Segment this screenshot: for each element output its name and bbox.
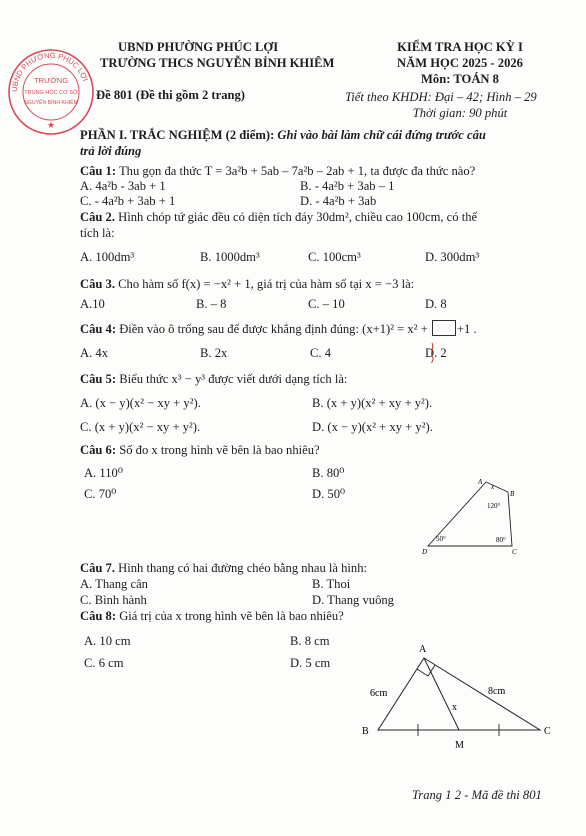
q5-text: Biểu thức x³ − y³ được viết dưới dạng tích là: xyxy=(119,372,348,386)
q4-option-c: C. 4 xyxy=(310,346,331,360)
q8-label-a: A xyxy=(419,644,427,655)
q6-label-a: A xyxy=(478,478,483,486)
q1-label: Câu 1: xyxy=(80,164,117,178)
q6-angle-d: 50° xyxy=(436,535,446,543)
q8-option-a: A. 10 cm xyxy=(84,634,131,648)
q8-label-ab: 6cm xyxy=(370,688,388,699)
part1-instruction: Ghi vào bài làm chữ cái đứng trước câu xyxy=(277,128,486,142)
q8-option-d: D. 5 cm xyxy=(290,656,331,670)
q8-triangle-figure xyxy=(356,638,560,758)
stamp-line1: TRƯỜNG xyxy=(33,76,69,85)
q2-option-c: C. 100cm³ xyxy=(308,250,361,264)
q6-label-b: B xyxy=(510,490,515,498)
school-year: NĂM HỌC 2025 - 2026 xyxy=(397,56,523,70)
q7-option-b: B. Thoi xyxy=(312,577,351,591)
school-stamp xyxy=(7,48,95,136)
q8-option-b: B. 8 cm xyxy=(290,634,330,648)
stamp-line3: NGUYỄN BỈNH KHIÊM xyxy=(24,100,78,106)
q2-text-cont: tích là: xyxy=(80,226,115,240)
q5-option-c: C. (x + y)(x² − xy + y²). xyxy=(80,420,201,434)
q6-option-a: A. 110⁰ xyxy=(84,466,123,480)
q7-label: Câu 7. xyxy=(80,561,115,575)
q7-option-a: A. Thang cân xyxy=(80,577,148,591)
q8-stem xyxy=(80,609,344,625)
q8-text: Giá trị của x trong hình vẽ bên là bao nhiêu? xyxy=(119,609,344,623)
q8-label-m: M xyxy=(455,740,464,751)
part1-heading xyxy=(80,128,486,144)
q2-stem xyxy=(80,210,477,226)
q6-angle-b: 120° xyxy=(487,502,501,510)
q3-label: Câu 3. xyxy=(80,277,115,291)
q4-text: Điền vào ô trống sau để được khẳng định đúng: xyxy=(119,322,359,336)
q8-label-c: C xyxy=(544,726,551,737)
q7-option-c: C. Bình hành xyxy=(80,593,147,607)
q6-option-b: B. 80⁰ xyxy=(312,466,345,480)
q8-option-c: C. 6 cm xyxy=(84,656,124,670)
q4-label: Câu 4: xyxy=(80,322,117,336)
q4-formula-left: (x+1)² = x² + xyxy=(362,322,428,336)
q5-option-d: D. (x − y)(x² + xy + y²). xyxy=(312,420,433,434)
q1-option-a: A. 4a²b - 3ab + 1 xyxy=(80,179,166,193)
q7-text: Hình thang có hai đường chéo bằng nhau là hình: xyxy=(118,561,368,575)
q1-text: Thu gọn đa thức T = 3a²b + 5ab – 7a²b – 2ab + 1, ta được đa thức nào? xyxy=(118,164,476,178)
q3-text: Cho hàm số f(x) = −x² + 1, giá trị của hàm số tại x = −3 là: xyxy=(118,277,415,291)
q3-option-a: A.10 xyxy=(80,297,105,311)
q3-option-b: B. – 8 xyxy=(196,297,227,311)
part1-title: PHẦN I. TRẮC NGHIỆM (2 điểm): xyxy=(80,128,275,142)
q6-angle-c: 80° xyxy=(496,536,506,544)
subject: Môn: TOÁN 8 xyxy=(421,72,499,86)
q4-blank-box xyxy=(432,320,456,336)
q6-stem xyxy=(80,443,320,459)
q5-option-b: B. (x + y)(x² + xy + y²). xyxy=(312,396,433,410)
q5-stem xyxy=(80,372,347,388)
q8-triangle xyxy=(378,658,540,730)
q6-option-d: D. 50⁰ xyxy=(312,487,346,501)
q6-label: Câu 6: xyxy=(80,443,117,457)
q1-option-b: B. - 4a²b + 3ab – 1 xyxy=(300,179,395,193)
stamp-ring-text: UBND PHƯỜNG PHÚC LỢI xyxy=(9,50,90,93)
q8-label-x: x xyxy=(452,702,457,713)
q2-option-d: D. 300dm³ xyxy=(425,250,480,264)
q3-stem xyxy=(80,277,414,293)
page-footer: Trang 1 2 - Mã đề thi 801 xyxy=(412,788,542,802)
q4-stem xyxy=(80,320,477,338)
q3-option-d: D. 8 xyxy=(425,297,447,311)
q2-option-a: A. 100dm³ xyxy=(80,250,135,264)
q6-option-c: C. 70⁰ xyxy=(84,487,117,501)
q1-option-c: C. - 4a²b + 3ab + 1 xyxy=(80,194,176,208)
q8-label: Câu 8: xyxy=(80,609,117,623)
q7-stem xyxy=(80,561,367,577)
duration: Thời gian: 90 phút xyxy=(412,106,508,120)
q5-label: Câu 5: xyxy=(80,372,117,386)
q5-option-a: A. (x − y)(x² − xy + y²). xyxy=(80,396,201,410)
stamp-line2: TRUNG HỌC CƠ SỞ xyxy=(24,90,78,96)
q4-option-a: A. 4x xyxy=(80,346,108,360)
exam-code: Đề 801 (Đề thi gồm 2 trang) xyxy=(96,88,245,102)
header-school: TRƯỜNG THCS NGUYỄN BỈNH KHIÊM xyxy=(100,56,335,70)
q4-formula-right: +1 . xyxy=(456,322,477,336)
q6-label-x: x xyxy=(491,483,495,491)
header-org: UBND PHƯỜNG PHÚC LỢI xyxy=(118,40,279,54)
q6-label-c: C xyxy=(512,548,517,556)
q6-label-d: D xyxy=(422,548,428,556)
q6-text: Số đo x trong hình vẽ bên là bao nhiêu? xyxy=(119,443,320,457)
q6-quadrilateral-figure xyxy=(412,474,522,558)
q4-option-d: D. 2 xyxy=(425,346,447,360)
q1-option-d: D. - 4a²b + 3ab xyxy=(300,194,377,208)
q7-option-d: D. Thang vuông xyxy=(312,593,394,607)
schedule: Tiết theo KHDH: Đại – 42; Hình – 29 xyxy=(345,90,537,104)
pen-mark xyxy=(426,342,438,364)
star-icon: ★ xyxy=(46,120,56,130)
part1-instruction-cont: trả lời đúng xyxy=(80,144,142,158)
q2-label: Câu 2. xyxy=(80,210,115,224)
q3-option-c: C. – 10 xyxy=(308,297,345,311)
exam-title: KIỂM TRA HỌC KỲ I xyxy=(397,40,523,54)
q4-option-b: B. 2x xyxy=(200,346,228,360)
q2-option-b: B. 1000dm³ xyxy=(200,250,260,264)
q8-label-ac: 8cm xyxy=(488,686,506,697)
q2-text: Hình chóp tứ giác đều có diện tích đáy 30dm², chiều cao 100cm, có thể xyxy=(118,210,478,224)
q8-label-b: B xyxy=(362,726,369,737)
q1-stem xyxy=(80,164,475,180)
